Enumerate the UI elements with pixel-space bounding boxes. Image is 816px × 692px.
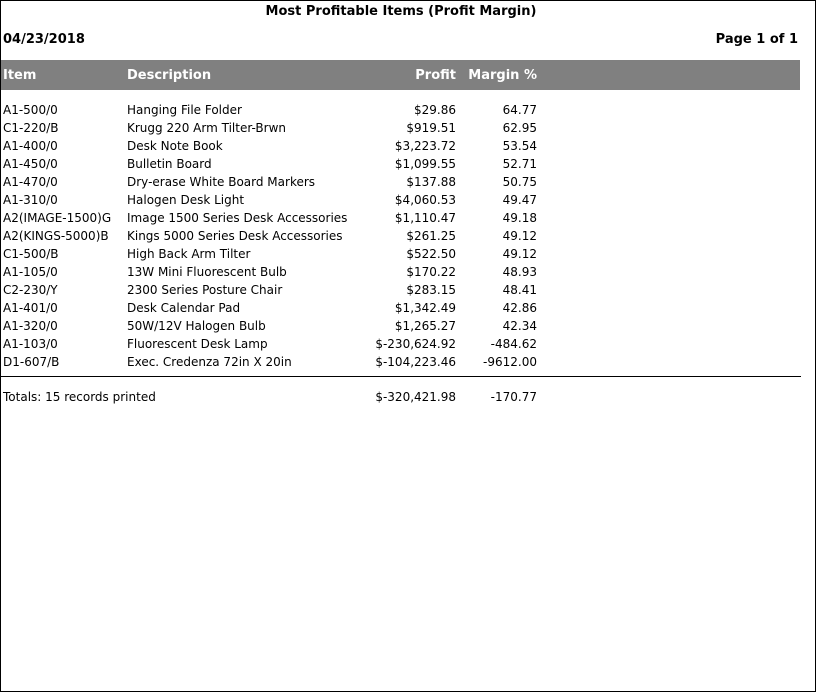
cell-margin: 64.77 <box>502 103 537 117</box>
cell-profit: $1,342.49 <box>394 301 456 315</box>
cell-item: A1-310/0 <box>3 193 58 207</box>
cell-profit: $522.50 <box>406 247 456 261</box>
table-row <box>1 245 801 263</box>
cell-description: Krugg 220 Arm Tilter-Brwn <box>127 121 286 135</box>
table-row <box>1 353 801 371</box>
cell-profit: $1,110.47 <box>394 211 456 225</box>
cell-margin: 42.34 <box>502 319 537 333</box>
cell-item: A1-470/0 <box>3 175 58 189</box>
table-row <box>1 209 801 227</box>
totals-row <box>1 388 801 406</box>
cell-item: A2(IMAGE-1500)G <box>3 211 112 225</box>
cell-margin: -484.62 <box>490 337 537 351</box>
cell-margin: 53.54 <box>502 139 537 153</box>
cell-item: C1-220/B <box>3 121 59 135</box>
cell-description: Dry-erase White Board Markers <box>127 175 316 189</box>
cell-margin: -9612.00 <box>483 355 537 369</box>
cell-profit: $4,060.53 <box>394 193 456 207</box>
cell-item: A1-500/0 <box>3 103 58 117</box>
cell-description: Hanging File Folder <box>127 103 242 117</box>
cell-margin: 48.41 <box>502 283 537 297</box>
cell-description: Fluorescent Desk Lamp <box>127 337 268 351</box>
cell-description: 50W/12V Halogen Bulb <box>127 319 266 333</box>
totals-profit: $-320,421.98 <box>375 390 456 404</box>
cell-margin: 49.18 <box>502 211 537 225</box>
table-row <box>1 317 801 335</box>
column-header-profit: Profit <box>415 68 456 83</box>
table-row <box>1 335 801 353</box>
cell-profit: $1,265.27 <box>394 319 456 333</box>
table-row <box>1 173 801 191</box>
cell-item: C1-500/B <box>3 247 59 261</box>
cell-profit: $919.51 <box>406 121 456 135</box>
cell-description: Bulletin Board <box>127 157 212 171</box>
cell-item: D1-607/B <box>3 355 60 369</box>
column-header-item: Item <box>3 68 37 83</box>
table-row <box>1 191 801 209</box>
report-rows <box>1 101 801 371</box>
cell-item: A1-450/0 <box>3 157 58 171</box>
cell-description: Desk Note Book <box>127 139 223 153</box>
column-header-margin: Margin % <box>468 68 537 83</box>
cell-description: High Back Arm Tilter <box>127 247 251 261</box>
cell-item: C2-230/Y <box>3 283 58 297</box>
cell-description: Desk Calendar Pad <box>127 301 241 315</box>
cell-profit: $1,099.55 <box>394 157 456 171</box>
cell-description: 13W Mini Fluorescent Bulb <box>127 265 287 279</box>
totals-label: Totals: 15 records printed <box>3 390 156 404</box>
totals-divider <box>1 376 801 377</box>
table-row <box>1 263 801 281</box>
cell-profit: $3,223.72 <box>394 139 456 153</box>
cell-profit: $137.88 <box>406 175 456 189</box>
cell-margin: 50.75 <box>502 175 537 189</box>
cell-profit: $283.15 <box>406 283 456 297</box>
column-header-band <box>1 60 800 90</box>
cell-profit: $-104,223.46 <box>375 355 456 369</box>
cell-description: Halogen Desk Light <box>127 193 245 207</box>
cell-item: A1-401/0 <box>3 301 58 315</box>
cell-profit: $261.25 <box>406 229 456 243</box>
table-row <box>1 137 801 155</box>
totals-margin: -170.77 <box>490 390 537 404</box>
report-date: 04/23/2018 <box>3 32 85 47</box>
page-number: Page 1 of 1 <box>715 32 798 47</box>
cell-item: A1-105/0 <box>3 265 58 279</box>
cell-margin: 49.12 <box>502 247 537 261</box>
cell-margin: 62.95 <box>502 121 537 135</box>
table-row <box>1 227 801 245</box>
cell-margin: 49.47 <box>502 193 537 207</box>
column-header-description: Description <box>127 68 212 83</box>
cell-description: Image 1500 Series Desk Accessories <box>127 211 348 225</box>
cell-description: 2300 Series Posture Chair <box>127 283 283 297</box>
report-title: Most Profitable Items (Profit Margin) <box>265 4 537 19</box>
cell-description: Kings 5000 Series Desk Accessories <box>127 229 343 243</box>
cell-item: A1-103/0 <box>3 337 58 351</box>
cell-margin: 48.93 <box>502 265 537 279</box>
cell-item: A1-400/0 <box>3 139 58 153</box>
cell-description: Exec. Credenza 72in X 20in <box>127 355 292 369</box>
table-row <box>1 155 801 173</box>
cell-margin: 49.12 <box>502 229 537 243</box>
cell-item: A1-320/0 <box>3 319 58 333</box>
cell-profit: $29.86 <box>414 103 456 117</box>
table-row <box>1 119 801 137</box>
table-row <box>1 101 801 119</box>
cell-profit: $-230,624.92 <box>375 337 456 351</box>
cell-profit: $170.22 <box>406 265 456 279</box>
table-row <box>1 281 801 299</box>
cell-margin: 42.86 <box>502 301 537 315</box>
table-row <box>1 299 801 317</box>
cell-margin: 52.71 <box>502 157 537 171</box>
cell-item: A2(KINGS-5000)B <box>3 229 109 243</box>
